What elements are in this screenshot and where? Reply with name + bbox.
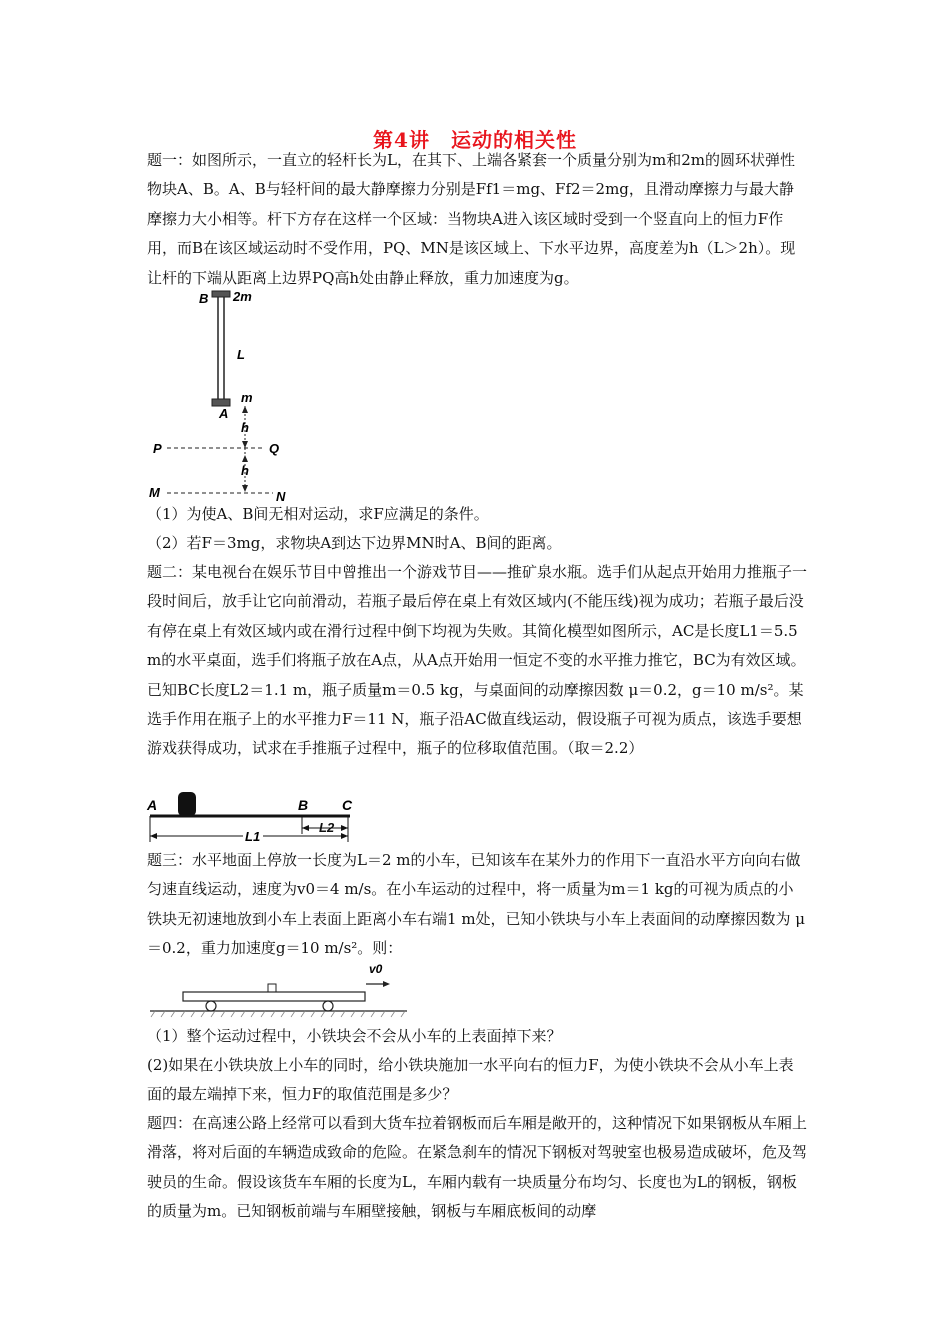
label-m-boundary: M: [149, 485, 160, 500]
q2-figure: [145, 788, 365, 848]
q3-sub1: （1）整个运动过程中，小铁块会不会从小车的上表面掉下来？: [147, 1027, 562, 1045]
ring-a: [212, 399, 230, 406]
page-title: 第4讲 运动的相关性: [373, 128, 577, 152]
label-c: C: [342, 797, 353, 813]
label-2m: 2m: [233, 289, 252, 304]
q3-sub2: (2)如果在小铁块放上小车的同时，给小铁块施加一水平向右的恒力F，为使小铁块不会从小车上表面的最左端掉下来，恒力F的取值范围是多少？: [147, 1056, 794, 1104]
cart-body: [183, 992, 365, 1001]
label-l2: L2: [319, 820, 335, 835]
label-a: A: [147, 797, 158, 813]
label-a: A: [219, 406, 229, 421]
label-h2: h: [241, 463, 249, 478]
q2-text: 题二：某电视台在娱乐节目中曾推出一个游戏节目——推矿泉水瓶。选手们从起点开始用力推瓶子一段时间后，放手让它向前滑动，若瓶子最后停在桌上有效区域内(不能压线)视为成功；若瓶子最后没有停在桌上有效区域内或在滑行过程中倒下均视为失败。其简化模型如图所示，AC是长度L1＝5.5 m的水平桌面，选手们将瓶子放在A点，从A点开始用一恒定不变的水平推力推它，BC为有效区域。已知BC长度L2＝1.1 m，瓶子质量m＝0.5 kg，与桌面间的动摩擦因数 μ＝0.2，g＝10 m/s²。某选手作用在瓶子上的水平推力F＝11 N，瓶子沿AC做直线运动，假设瓶子可视为质点，该选手要想游戏获得成功，试求在手推瓶子过程中，瓶子的位移取值范围。（取＝2.2）: [147, 563, 808, 758]
q3-text: 题三：水平地面上停放一长度为L＝2 m的小车，已知该车在某外力的作用下一直沿水平方向向右做匀速直线运动，速度为v0＝4 m/s。在小车运动的过程中，将一质量为m＝1 kg的可视为质点的小铁块无初速地放到小车上表面上距离小车右端1 m处，已知小铁块与小车上表面间的动摩擦因数为 μ＝0.2，重力加速度g＝10 m/s²。则：: [147, 851, 806, 958]
label-l1: L1: [245, 829, 261, 844]
label-h1: h: [241, 420, 249, 435]
label-p: P: [153, 441, 162, 456]
q1-text: 题一：如图所示，一直立的轻杆长为L，在其下、上端各紧套一个质量分别为m和2m的圆环状弹性物块A、B。A、B与轻杆间的最大静摩擦力分别是Ff1＝mg、Ff2＝2mg，且滑动摩擦力与最大静摩擦力大小相等。杆下方存在这样一个区域：当物块A进入该区域时受到一个竖直向上的恒力F作用，而B在该区域运动时不受作用，PQ、MN是该区域上、下水平边界，高度差为h（L＞2h）。现让杆的下端从距离上边界PQ高h处由静止释放，重力加速度为g。: [147, 151, 796, 287]
wheel-left: [206, 1001, 216, 1011]
bottle: [178, 792, 196, 816]
q3-figure: [145, 960, 415, 1022]
q1-sub2: （2）若F＝3mg，求物块A到达下边界MN时A、B间的距离。: [147, 534, 562, 552]
ring-b: [212, 291, 230, 297]
label-l: L: [237, 347, 245, 362]
label-q: Q: [269, 441, 280, 456]
q1-sub1: （1）为使A、B间无相对运动，求F应满足的条件。: [147, 505, 489, 523]
label-m: m: [241, 390, 253, 405]
wheel-right: [323, 1001, 333, 1011]
rod: [218, 295, 224, 401]
label-v0: v0: [369, 962, 383, 976]
q1-figure: [145, 285, 305, 505]
label-n: N: [276, 489, 286, 504]
label-b: B: [199, 291, 209, 306]
label-b: B: [298, 797, 309, 813]
iron-block: [268, 984, 276, 992]
q4-text: 题四：在高速公路上经常可以看到大货车拉着钢板而后车厢是敞开的，这种情况下如果钢板从车厢上滑落，将对后面的车辆造成致命的危险。在紧急刹车的情况下钢板对驾驶室也极易造成破坏，危及驾驶员的生命。假设该货车车厢的长度为L，车厢内载有一块质量分布均匀、长度也为L的钢板，钢板的质量为m。已知钢板前端与车厢壁接触，钢板与车厢底板间的动摩: [147, 1114, 808, 1221]
